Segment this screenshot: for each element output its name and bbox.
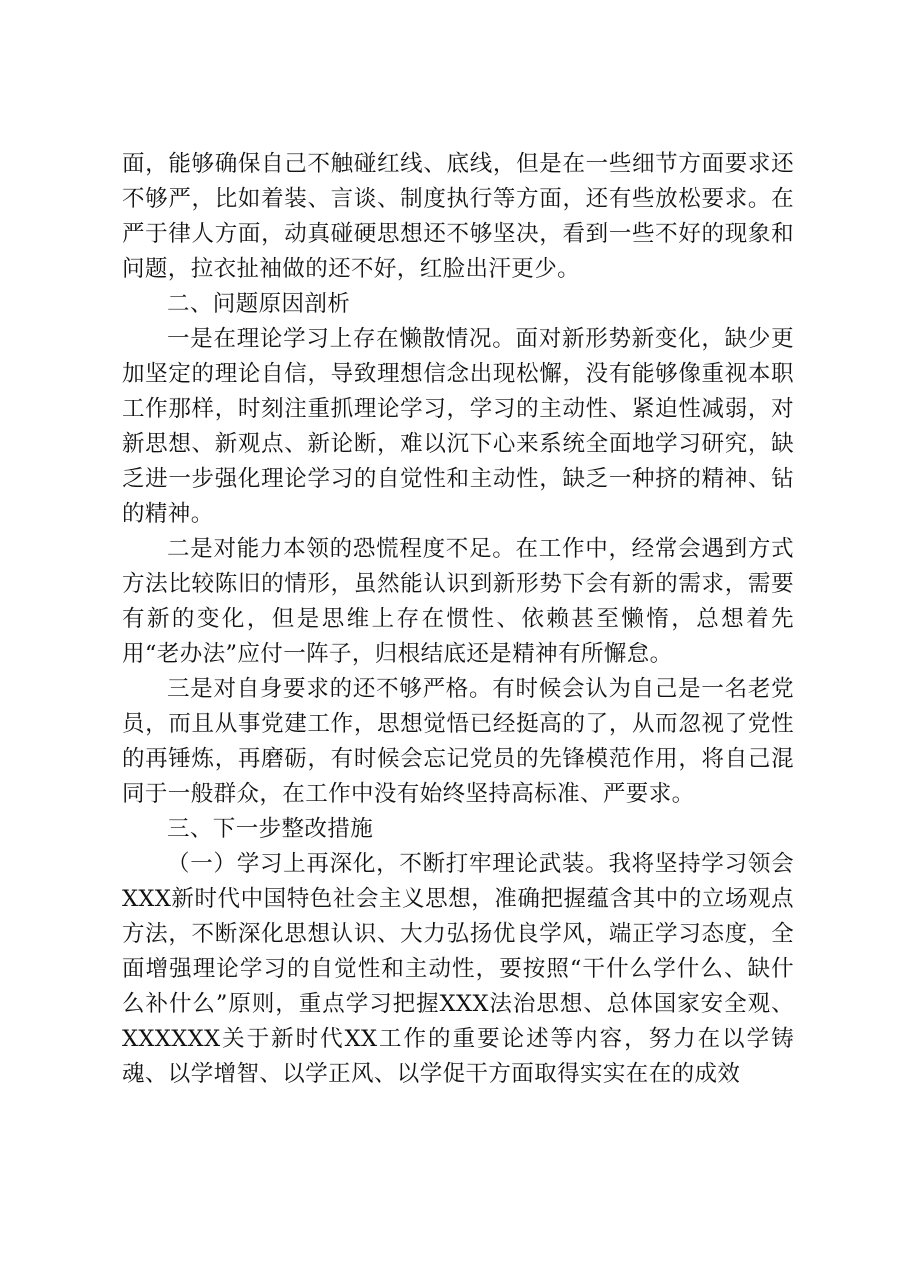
paragraph-self-requirement: 三是对自身要求的还不够严格。有时候会认为自己是一名老党员，而且从事党建工作，思想觉悟已经挺高的了，从而忽视了党性的再锤炼，再磨砺，有时候会忘记党员的先锋模范作用，将自己混同于一般群众，在工作中没有始终坚持高标准、严要求。 xyxy=(122,676,794,807)
section-heading-rectification: 三、下一步整改措施 xyxy=(167,816,374,842)
document-body xyxy=(122,147,794,1092)
section-heading-cause-analysis: 二、问题原因剖析 xyxy=(167,291,351,317)
paragraph-measure-one: （一）学习上再深化，不断打牢理论武装。我将坚持学习领会XXX新时代中国特色社会主义思想，准确把握蕴含其中的立场观点方法，不断深化思想认识、大力弘扬优良学风，端正学习态度，全面增强理论学习的自觉性和主动性，要按照“干什么学什么、缺什么补什么”原则，重点学习把握XXX法治思想、总体国家安全观、XXXXXX关于新时代XX工作的重要论述等内容，努力在以学铸魂、以学增智、以学正风、以学促干方面取得实实在在的成效 xyxy=(122,851,794,1087)
paragraph-theory-study: 一是在理论学习上存在懒散情况。面对新形势新变化，缺少更加坚定的理论自信，导致理想信念出现松懈，没有能够像重视本职工作那样，时刻注重抓理论学习，学习的主动性、紧迫性减弱，对新思想、新观点、新论断，难以沉下心来系统全面地学习研究，缺乏进一步强化理论学习的自觉性和主动性，缺乏一种挤的精神、钻的精神。 xyxy=(122,326,794,527)
paragraph-continuation: 面，能够确保自己不触碰红线、底线，但是在一些细节方面要求还不够严，比如着装、言谈、制度执行等方面，还有些放松要求。在严于律人方面，动真碰硬思想还不够坚决，看到一些不好的现象和问题，拉衣扯袖做的还不好，红脸出汗更少。 xyxy=(122,151,794,282)
paragraph-ability: 二是对能力本领的恐慌程度不足。在工作中，经常会遇到方式方法比较陈旧的情形，虽然能认识到新形势下会有新的需求，需要有新的变化，但是思维上存在惯性、依赖甚至懒惰，总想着先用“老办法”应付一阵子，归根结底还是精神有所懈怠。 xyxy=(122,536,794,667)
